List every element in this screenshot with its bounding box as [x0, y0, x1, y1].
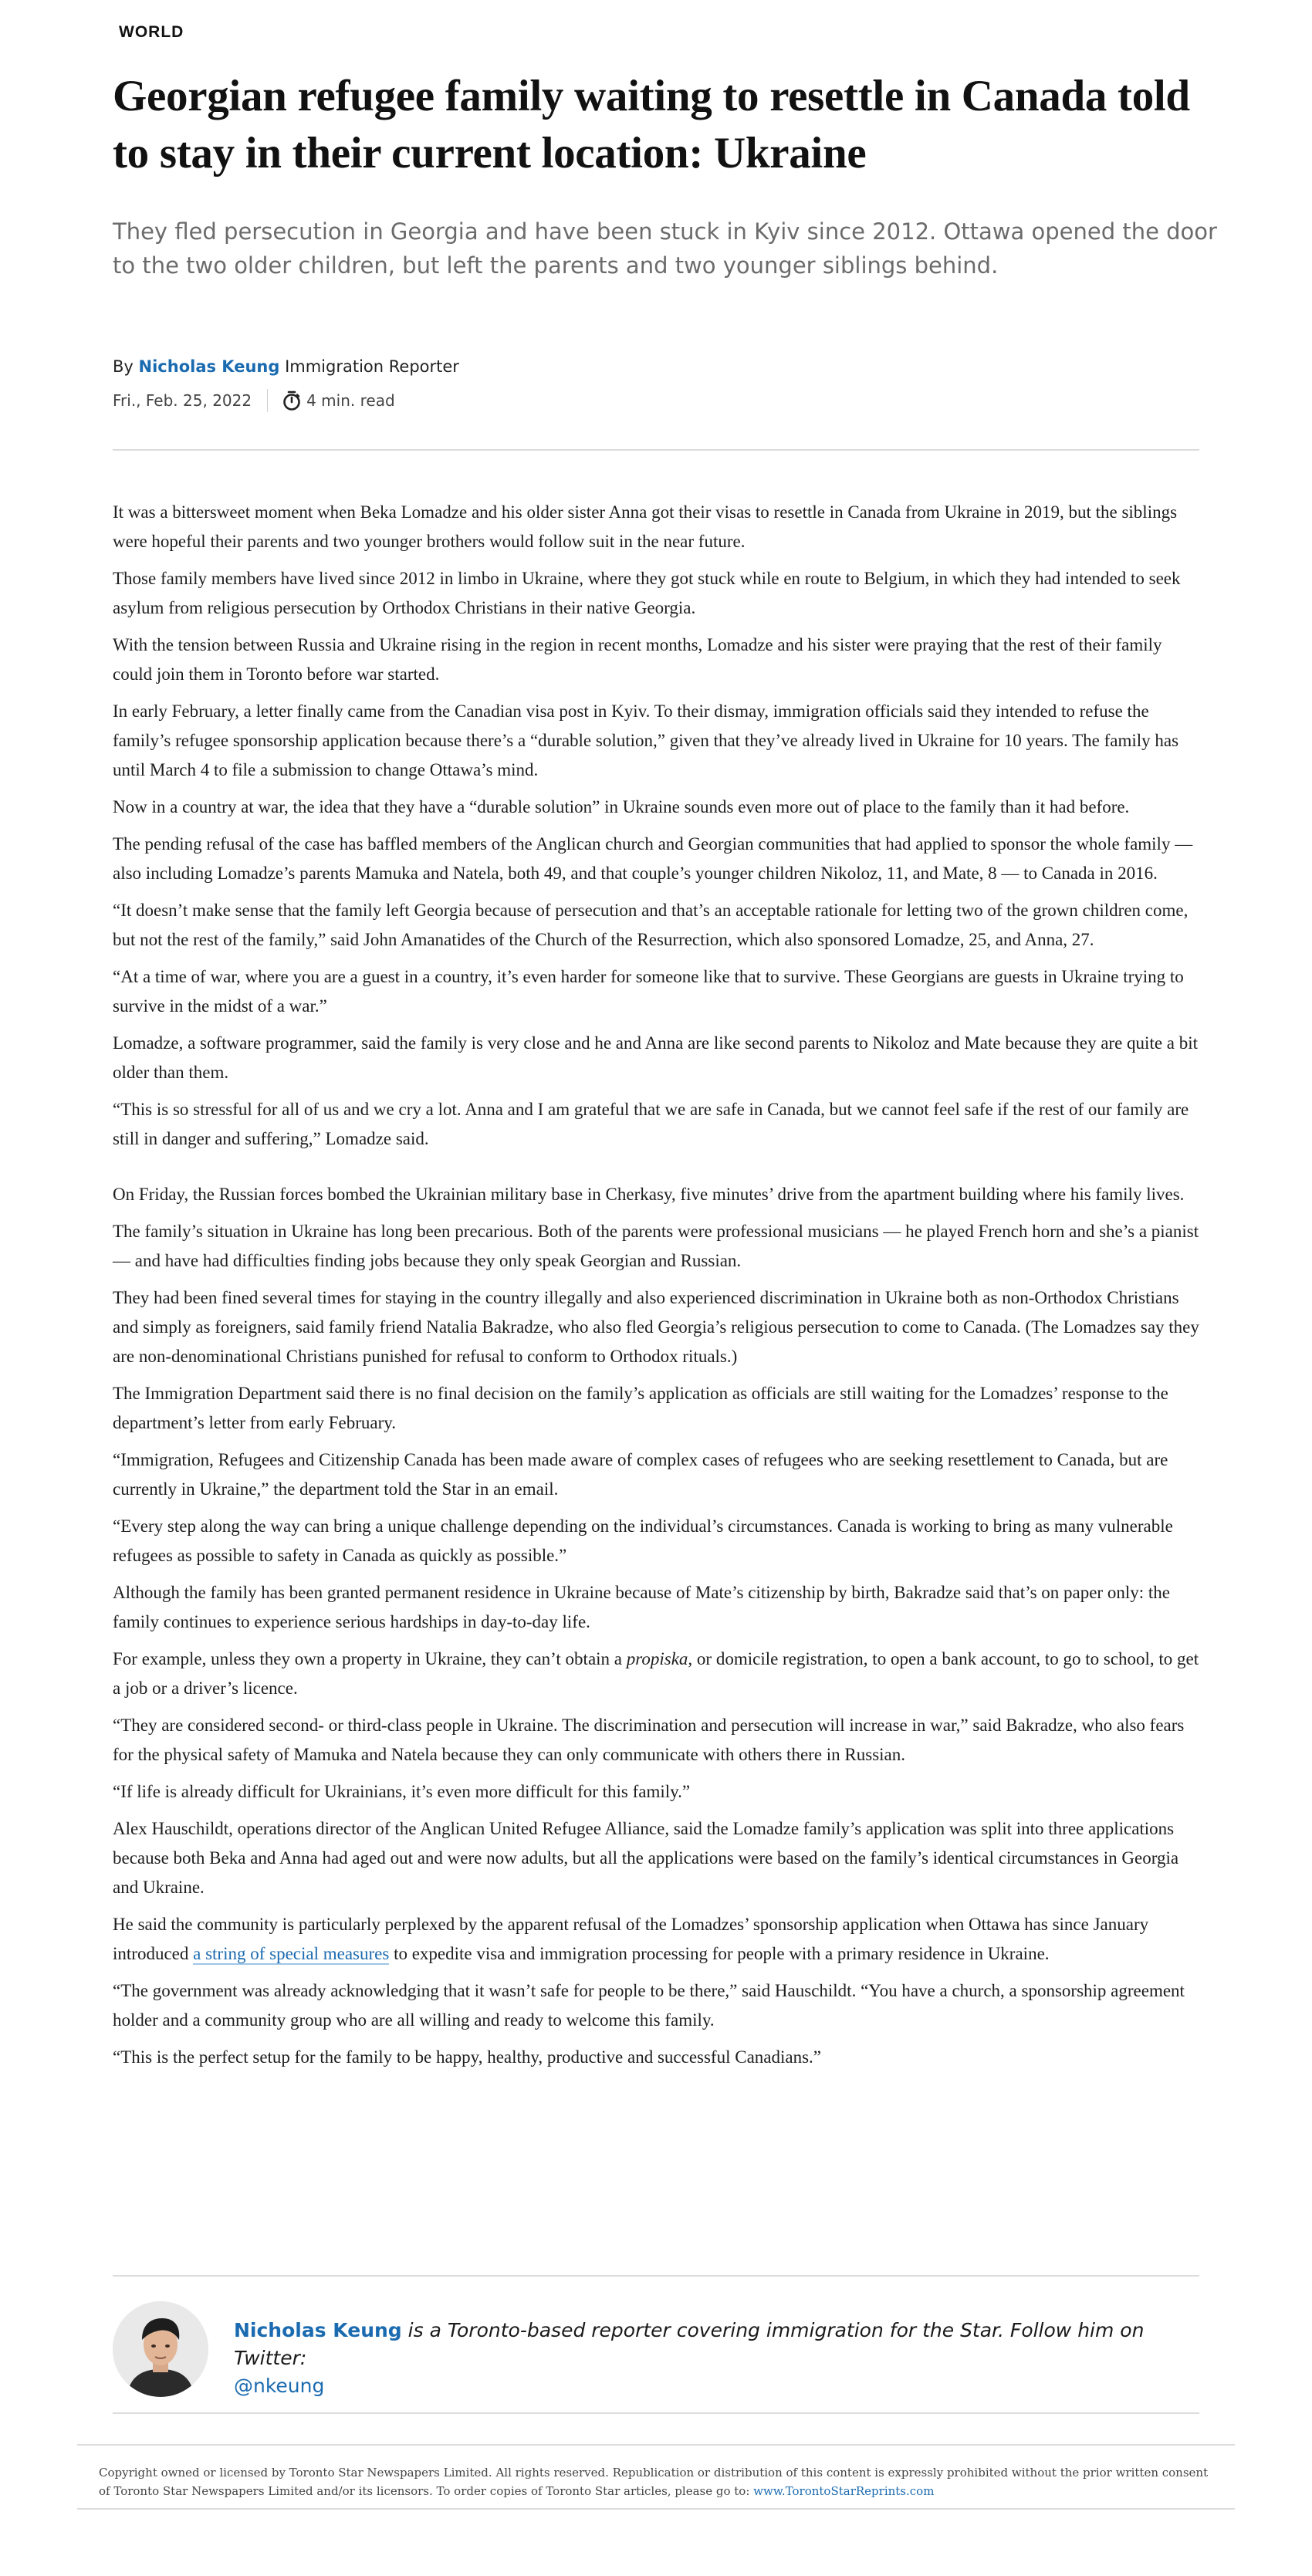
- paragraph: “This is the perfect setup for the family to be happy, healthy, productive and successful Canadians.”: [113, 2047, 822, 2067]
- paragraph: “They are considered second- or third-class people in Ukraine. The discrimination and persecution will increase in war,” said Bakradze, who also fears for the physical safety of Mamuka and Natela because they can only communicate with others there in Russian.: [113, 1716, 1185, 1764]
- author-bio: [113, 2294, 1199, 2397]
- paragraph-text: to expedite visa and immigration processing for people with a primary residence in Ukraine.: [389, 1944, 1050, 1963]
- paragraph-propiska: [113, 1645, 1199, 1703]
- footer-bottom-divider: [77, 2508, 1235, 2510]
- article-meta: [113, 388, 395, 413]
- article-dek: They fled persecution in Georgia and have been stuck in Kyiv since 2012. Ottawa opened the door to the two older children, but left the parents and two younger siblings behind.: [113, 218, 1217, 279]
- paragraph: Although the family has been granted permanent residence in Ukraine because of Mate’s citizenship by birth, Bakradze said that’s on paper only: the family continues to experience serious hardships in day-to-day life.: [113, 1583, 1170, 1631]
- bio-description: is a Toronto-based reporter covering immigration for the Star. Follow him on Twitter:: [234, 2319, 1145, 2369]
- paragraph: Those family members have lived since 2012 in limbo in Ukraine, where they got stuck while en route to Belgium, in which they had intended to seek asylum from religious persecution by Orthodox Christians in their native Georgia.: [113, 569, 1181, 617]
- stopwatch-icon: [282, 390, 302, 411]
- header-divider: [113, 449, 1199, 451]
- publish-date: Fri., Feb. 25, 2022: [113, 391, 252, 410]
- author-link[interactable]: Nicholas Keung: [138, 357, 280, 376]
- paragraph: On Friday, the Russian forces bombed the Ukrainian military base in Cherkasy, five minutes’ drive from the apartment building where his family lives.: [113, 1185, 1185, 1204]
- special-measures-link[interactable]: a string of special measures: [193, 1944, 390, 1963]
- paragraph: The family’s situation in Ukraine has long been precarious. Both of the parents were professional musicians — he played French horn and she’s a pianist — and have had difficulties finding jobs because they only speak Georgian and Russian.: [113, 1222, 1199, 1270]
- paragraph: Alex Hauschildt, operations director of the Anglican United Refugee Alliance, said the Lomadze family’s application was split into three applications because both Beka and Anna had aged out and were now adults, but all the applications were based on the family’s identical circumstances in Georgia and Ukraine.: [113, 1819, 1179, 1897]
- reprints-link[interactable]: www.TorontoStarReprints.com: [753, 2484, 935, 2498]
- copyright-text: Copyright owned or licensed by Toronto Star Newspapers Limited. All rights reserved. Republication or distribution of this content is expressly prohibited without the prior written consent of Toronto Star Newspapers Limited and/or its licensors. To order copies of Toronto Star articles, please go to:: [99, 2466, 1209, 2498]
- copyright-notice: [99, 2463, 1210, 2500]
- paragraph: The pending refusal of the case has baffled members of the Anglican church and Georgian communities that had applied to sponsor the whole family — also including Lomadze’s parents Mamuka and Natela, both 49, and that couple’s younger children Nikoloz, 11, and Mate, 8 — to Canada in 2016.: [113, 834, 1193, 883]
- paragraph: Now in a country at war, the idea that they have a “durable solution” in Ukraine sounds even more out of place to the family than it had before.: [113, 797, 1130, 816]
- italic-term: propiska,: [626, 1649, 693, 1668]
- paragraph: With the tension between Russia and Ukraine rising in the region in recent months, Lomadze and his sister were praying that the rest of their family could join them in Toronto before war started.: [113, 635, 1162, 684]
- paragraph: It was a bittersweet moment when Beka Lomadze and his older sister Anna got their visas to resettle in Canada from Ukraine in 2019, but the siblings were hopeful their parents and two younger brothers would follow suit in the near future.: [113, 502, 1178, 551]
- paragraph: They had been fined several times for staying in the country illegally and also experienced discrimination in Ukraine both as non-Orthodox Christians and simply as foreigners, said family friend Natalia Bakradze, who also fled Georgia’s religious persecution to come to Canada. (The Lomadzes say they are non-denominational Christians punished for refusal to conform to Orthodox rituals.): [113, 1288, 1199, 1366]
- paragraph: The Immigration Department said there is no final decision on the family’s application as officials are still waiting for the Lomadzes’ response to the department’s letter from early February.: [113, 1384, 1168, 1432]
- body-end-divider: [113, 2275, 1199, 2277]
- paragraph: “It doesn’t make sense that the family left Georgia because of persecution and that’s an acceptable rationale for letting two of the grown children come, but not the rest of the family,” said John Amanatides of the Church of the Resurrection, which also sponsored Lomadze, 25, and Anna, 27.: [113, 901, 1189, 949]
- bio-author-link[interactable]: Nicholas Keung: [234, 2319, 402, 2341]
- byline-prefix: By: [113, 357, 134, 376]
- paragraph: “This is so stressful for all of us and we cry a lot. Anna and I am grateful that we are safe in Canada, but we cannot feel safe if the rest of our family are still in danger and suffering,” Lomadze said.: [113, 1100, 1189, 1148]
- paragraph: In early February, a letter finally came from the Canadian visa post in Kyiv. To their dismay, immigration officials said they intended to refuse the family’s refugee sponsorship application because there’s a “durable solution,” given that they’ve already lived in Ukraine for 10 years. The family has until March 4 to file a submission to change Ottawa’s mind.: [113, 701, 1179, 779]
- paragraph-with-link: [113, 1910, 1199, 1969]
- paragraph: “At a time of war, where you are a guest in a country, it’s even harder for someone like that to survive. These Georgians are guests in Ukraine trying to survive in the midst of a war.”: [113, 967, 1184, 1016]
- paragraph: “The government was already acknowledging that it wasn’t safe for people to be there,” said Hauschildt. “You have a church, a sponsorship agreement holder and a community group who are all willing and ready to welcome this family.: [113, 1981, 1185, 2030]
- bio-end-divider: [113, 2412, 1199, 2414]
- author-role: Immigration Reporter: [285, 357, 459, 376]
- article-headline: Georgian refugee family waiting to resettle in Canada told to stay in their current location: Ukraine: [113, 72, 1190, 177]
- paragraph: “Every step along the way can bring a unique challenge depending on the individual’s circumstances. Canada is working to bring as many vulnerable refugees as possible to safety in Canada as quickly as possible.”: [113, 1516, 1173, 1565]
- paragraph: “If life is already difficult for Ukrainians, it’s even more difficult for this family.”: [113, 1782, 691, 1801]
- meta-divider: [267, 389, 268, 412]
- paragraph-text: He said the community is particularly perplexed by the apparent refusal of the Lomadzes’ sponsorship application when Ottawa has since January introduced: [113, 1915, 1149, 1963]
- byline: [113, 357, 459, 376]
- article-body: [113, 498, 1199, 2080]
- paragraph: “Immigration, Refugees and Citizenship Canada has been made aware of complex cases of refugees who are seeking resettlement to Canada, but are currently in Ukraine,” the department told the Star in an email.: [113, 1450, 1168, 1499]
- paragraph-text: For example, unless they own a property in Ukraine, they can’t obtain a: [113, 1649, 627, 1668]
- paragraph: Lomadze, a software programmer, said the family is very close and he and Anna are like second parents to Nikoloz and Mate because they are quite a bit older than them.: [113, 1033, 1199, 1082]
- read-time: 4 min. read: [306, 391, 395, 410]
- twitter-handle-link[interactable]: @nkeung: [234, 2375, 325, 2397]
- section-label[interactable]: WORLD: [119, 23, 184, 41]
- footer-top-divider: [77, 2444, 1235, 2446]
- author-avatar[interactable]: [113, 2301, 208, 2397]
- paragraph-text: or domicile registration, to open a bank account, to go to school, to get a job or a driver’s licence.: [113, 1649, 1199, 1698]
- author-bio-text: [234, 2317, 1206, 2400]
